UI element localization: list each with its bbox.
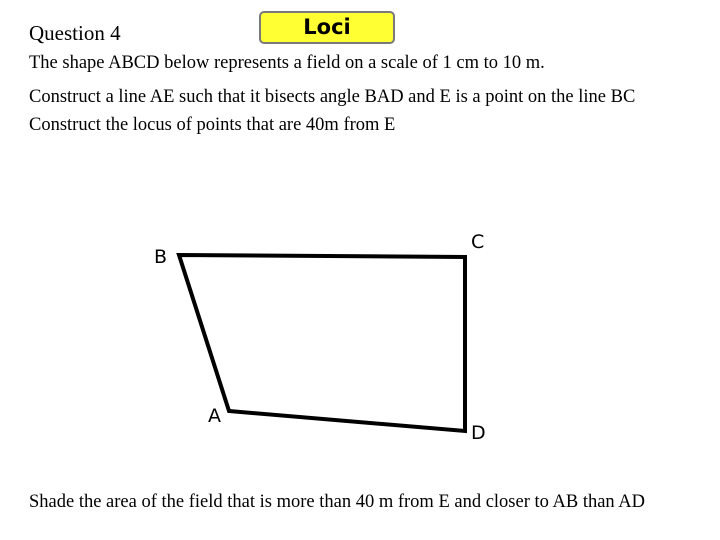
- task-2-text: Construct the locus of points that are 40m from E: [29, 115, 396, 135]
- vertex-label-d: D: [471, 422, 486, 444]
- task-1-text: Construct a line AE such that it bisects angle BAD and E is a point on the line BC: [29, 87, 636, 107]
- task-3-text: Shade the area of the field that is more than 40 m from E and closer to AB than AD: [29, 492, 645, 512]
- vertex-label-c: C: [471, 231, 485, 253]
- question-label: Question 4: [29, 21, 121, 45]
- field-abcd-shape: [179, 255, 465, 431]
- vertex-label-a: A: [208, 405, 221, 427]
- vertex-label-b: B: [154, 246, 168, 268]
- intro-text: The shape ABCD below represents a field on a scale of 1 cm to 10 m.: [29, 53, 545, 73]
- topic-badge: Loci: [259, 11, 395, 44]
